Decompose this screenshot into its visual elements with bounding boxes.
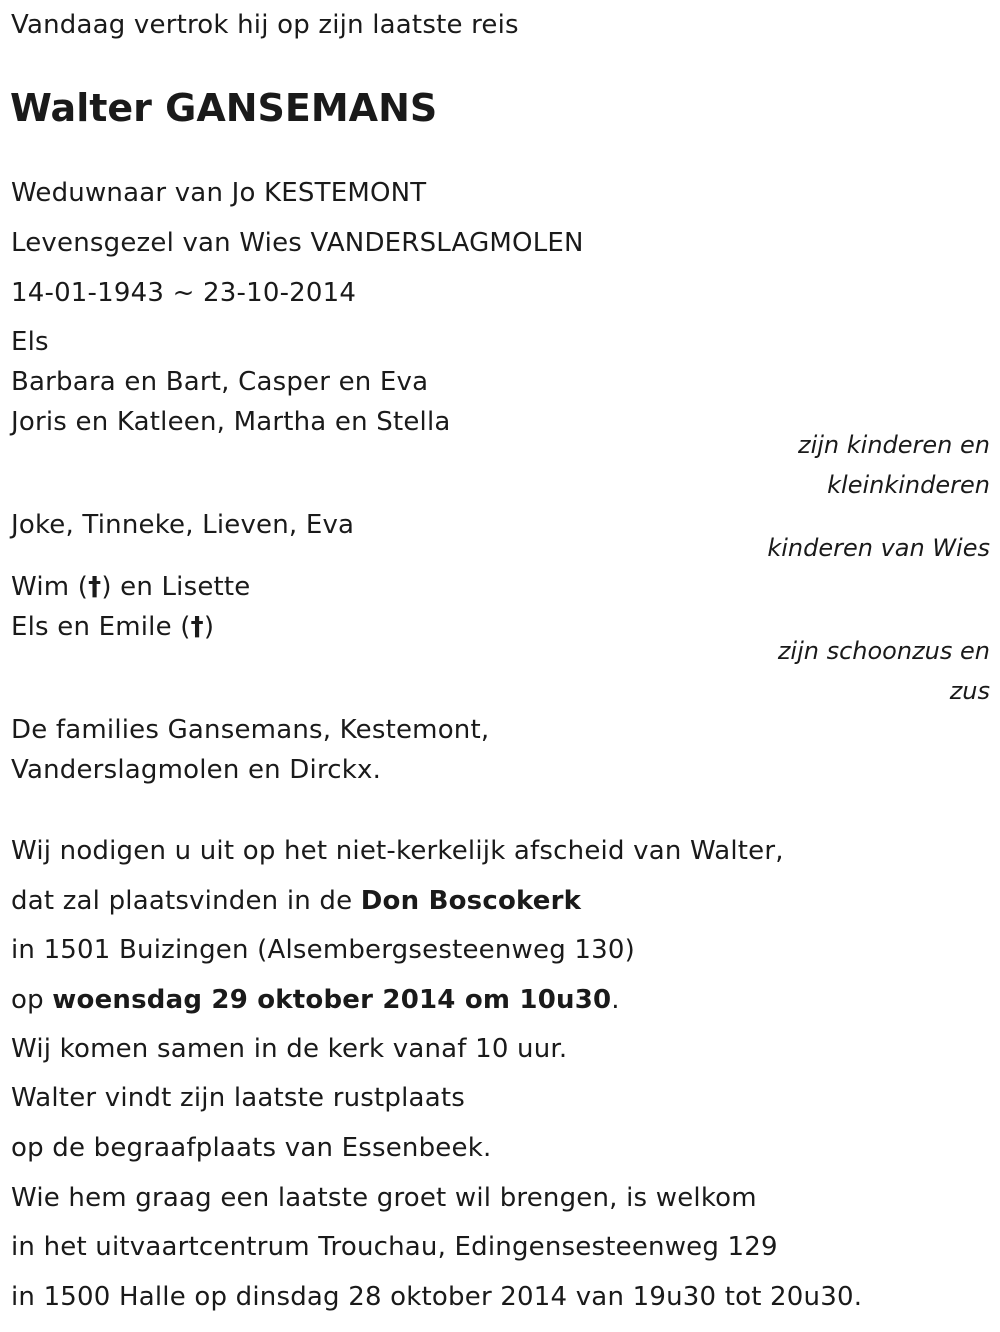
families-line: Vanderslagmolen en Dirckx. [11,755,382,785]
child-line: Els [11,327,49,357]
stepchildren-label: kinderen van Wies [767,534,990,562]
stepchildren-line: Joke, Tinneke, Lieven, Eva [11,510,355,540]
ceremony-line: Wie hem graag een laatste groet wil brengen, is welkom [11,1183,757,1213]
ceremony-line: Walter vindt zijn laatste rustplaats [11,1083,465,1113]
sibling-text: ) en Lisette [101,572,251,602]
children-label-line: kleinkinderen [827,471,990,499]
ceremony-line: Wij nodigen u uit op het niet-kerkelijk afscheid van Walter, [11,836,784,866]
sibling-line [11,610,214,644]
dates-line: 14-01-1943 ~ 23-10-2014 [11,278,357,308]
ceremony-line [11,884,581,918]
widower-line: Weduwnaar van Jo KESTEMONT [11,178,427,208]
deceased-name: Walter GANSEMANS [10,86,438,130]
siblings-label-line: zijn schoonzus en [777,637,990,665]
children-label [798,425,990,505]
siblings-label-line: zus [949,677,990,705]
ceremony-line: in het uitvaartcentrum Trouchau, Edingensesteenweg 129 [11,1232,778,1262]
child-line: Barbara en Bart, Casper en Eva [11,367,429,397]
ceremony-line: Wij komen samen in de kerk vanaf 10 uur. [11,1034,568,1064]
ceremony-text: op [11,985,53,1015]
siblings-label [778,631,990,711]
children-label-line: zijn kinderen en [798,431,990,459]
ceremony-text: dat zal plaatsvinden in de [11,886,361,916]
ceremony-datetime: woensdag 29 oktober 2014 om 10u30 [52,985,612,1015]
ceremony-line: in 1501 Buizingen (Alsembergsesteenweg 130) [11,935,635,965]
sibling-text: Wim ( [11,572,89,602]
sibling-text: Els en Emile ( [11,612,191,642]
ceremony-line [11,983,620,1017]
sibling-line [11,570,251,604]
ceremony-line: op de begraafplaats van Essenbeek. [11,1133,492,1163]
ceremony-text: . [611,985,620,1015]
cross-icon: † [190,612,204,642]
church-name: Don Boscokerk [360,886,582,916]
child-line: Joris en Katleen, Martha en Stella [11,407,451,437]
ceremony-line: in 1500 Halle op dinsdag 28 oktober 2014 van 19u30 tot 20u30. [11,1282,863,1312]
cross-icon: † [88,572,102,602]
partner-line: Levensgezel van Wies VANDERSLAGMOLEN [11,228,584,258]
sibling-text: ) [203,612,215,642]
intro-line: Vandaag vertrok hij op zijn laatste reis [11,10,519,40]
families-line: De families Gansemans, Kestemont, [11,715,490,745]
